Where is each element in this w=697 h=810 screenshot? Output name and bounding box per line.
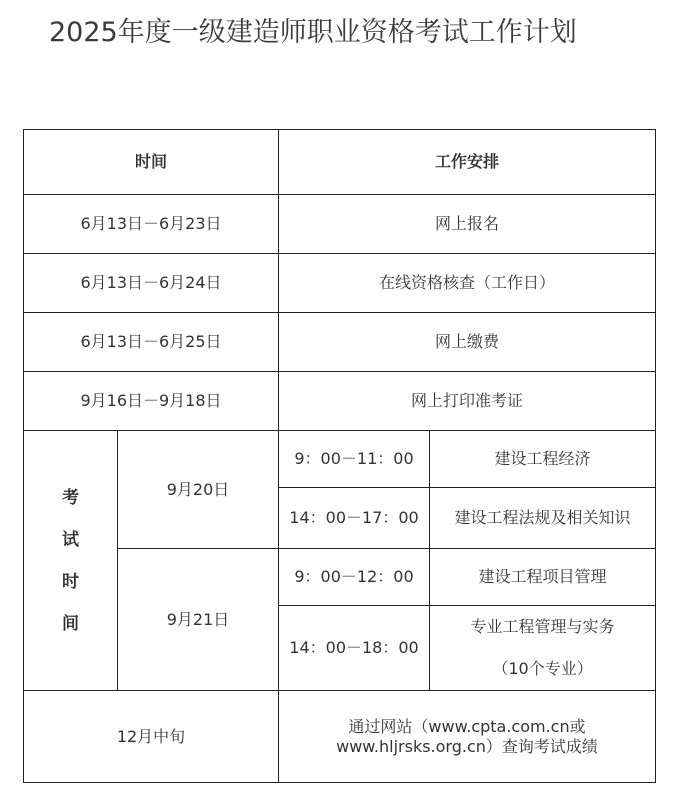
results-text-cell (279, 691, 656, 783)
session-subject: 专业工程管理与实务 (470, 617, 615, 636)
exam-day-date: 9月20日 (118, 431, 279, 549)
table-row (24, 313, 656, 372)
row-task: 网上缴费 (279, 313, 656, 372)
row-date: 6月13日－6月25日 (24, 313, 279, 372)
table-row (24, 195, 656, 254)
session-subject-cell (430, 606, 656, 691)
row-task: 在线资格核查（工作日） (279, 254, 656, 313)
session-subject: 建设工程项目管理 (430, 549, 656, 606)
table-row (24, 372, 656, 431)
page-title: 2025年度一级建造师职业资格考试工作计划 (49, 17, 577, 48)
exam-label-cell (24, 431, 118, 691)
row-date: 6月13日－6月24日 (24, 254, 279, 313)
row-date: 6月13日－6月23日 (24, 195, 279, 254)
session-time: 14：00－18：00 (279, 606, 430, 691)
session-subject: 建设工程法规及相关知识 (430, 488, 656, 549)
exam-label: 考试时间 (62, 487, 79, 634)
table-header-row (24, 130, 656, 195)
session-note: （10个专业） (492, 659, 593, 678)
exam-row (24, 549, 656, 606)
session-time: 9：00－12：00 (279, 549, 430, 606)
results-line-1: 通过网站（www.cpta.com.cn或 (348, 716, 586, 736)
session-time: 14：00－17：00 (279, 488, 430, 549)
session-subject: 建设工程经济 (430, 431, 656, 488)
row-task: 网上打印准考证 (279, 372, 656, 431)
session-time: 9：00－11：00 (279, 431, 430, 488)
results-row (24, 691, 656, 783)
table-row (24, 254, 656, 313)
row-date: 9月16日－9月18日 (24, 372, 279, 431)
header-time: 时间 (24, 130, 279, 195)
exam-schedule-table (23, 129, 656, 783)
results-date: 12月中旬 (24, 691, 279, 783)
exam-day-date: 9月21日 (118, 549, 279, 691)
results-line-2: www.hljrsks.org.cn）查询考试成绩 (336, 736, 598, 756)
exam-row (24, 431, 656, 488)
header-arrangement: 工作安排 (279, 130, 656, 195)
row-task: 网上报名 (279, 195, 656, 254)
